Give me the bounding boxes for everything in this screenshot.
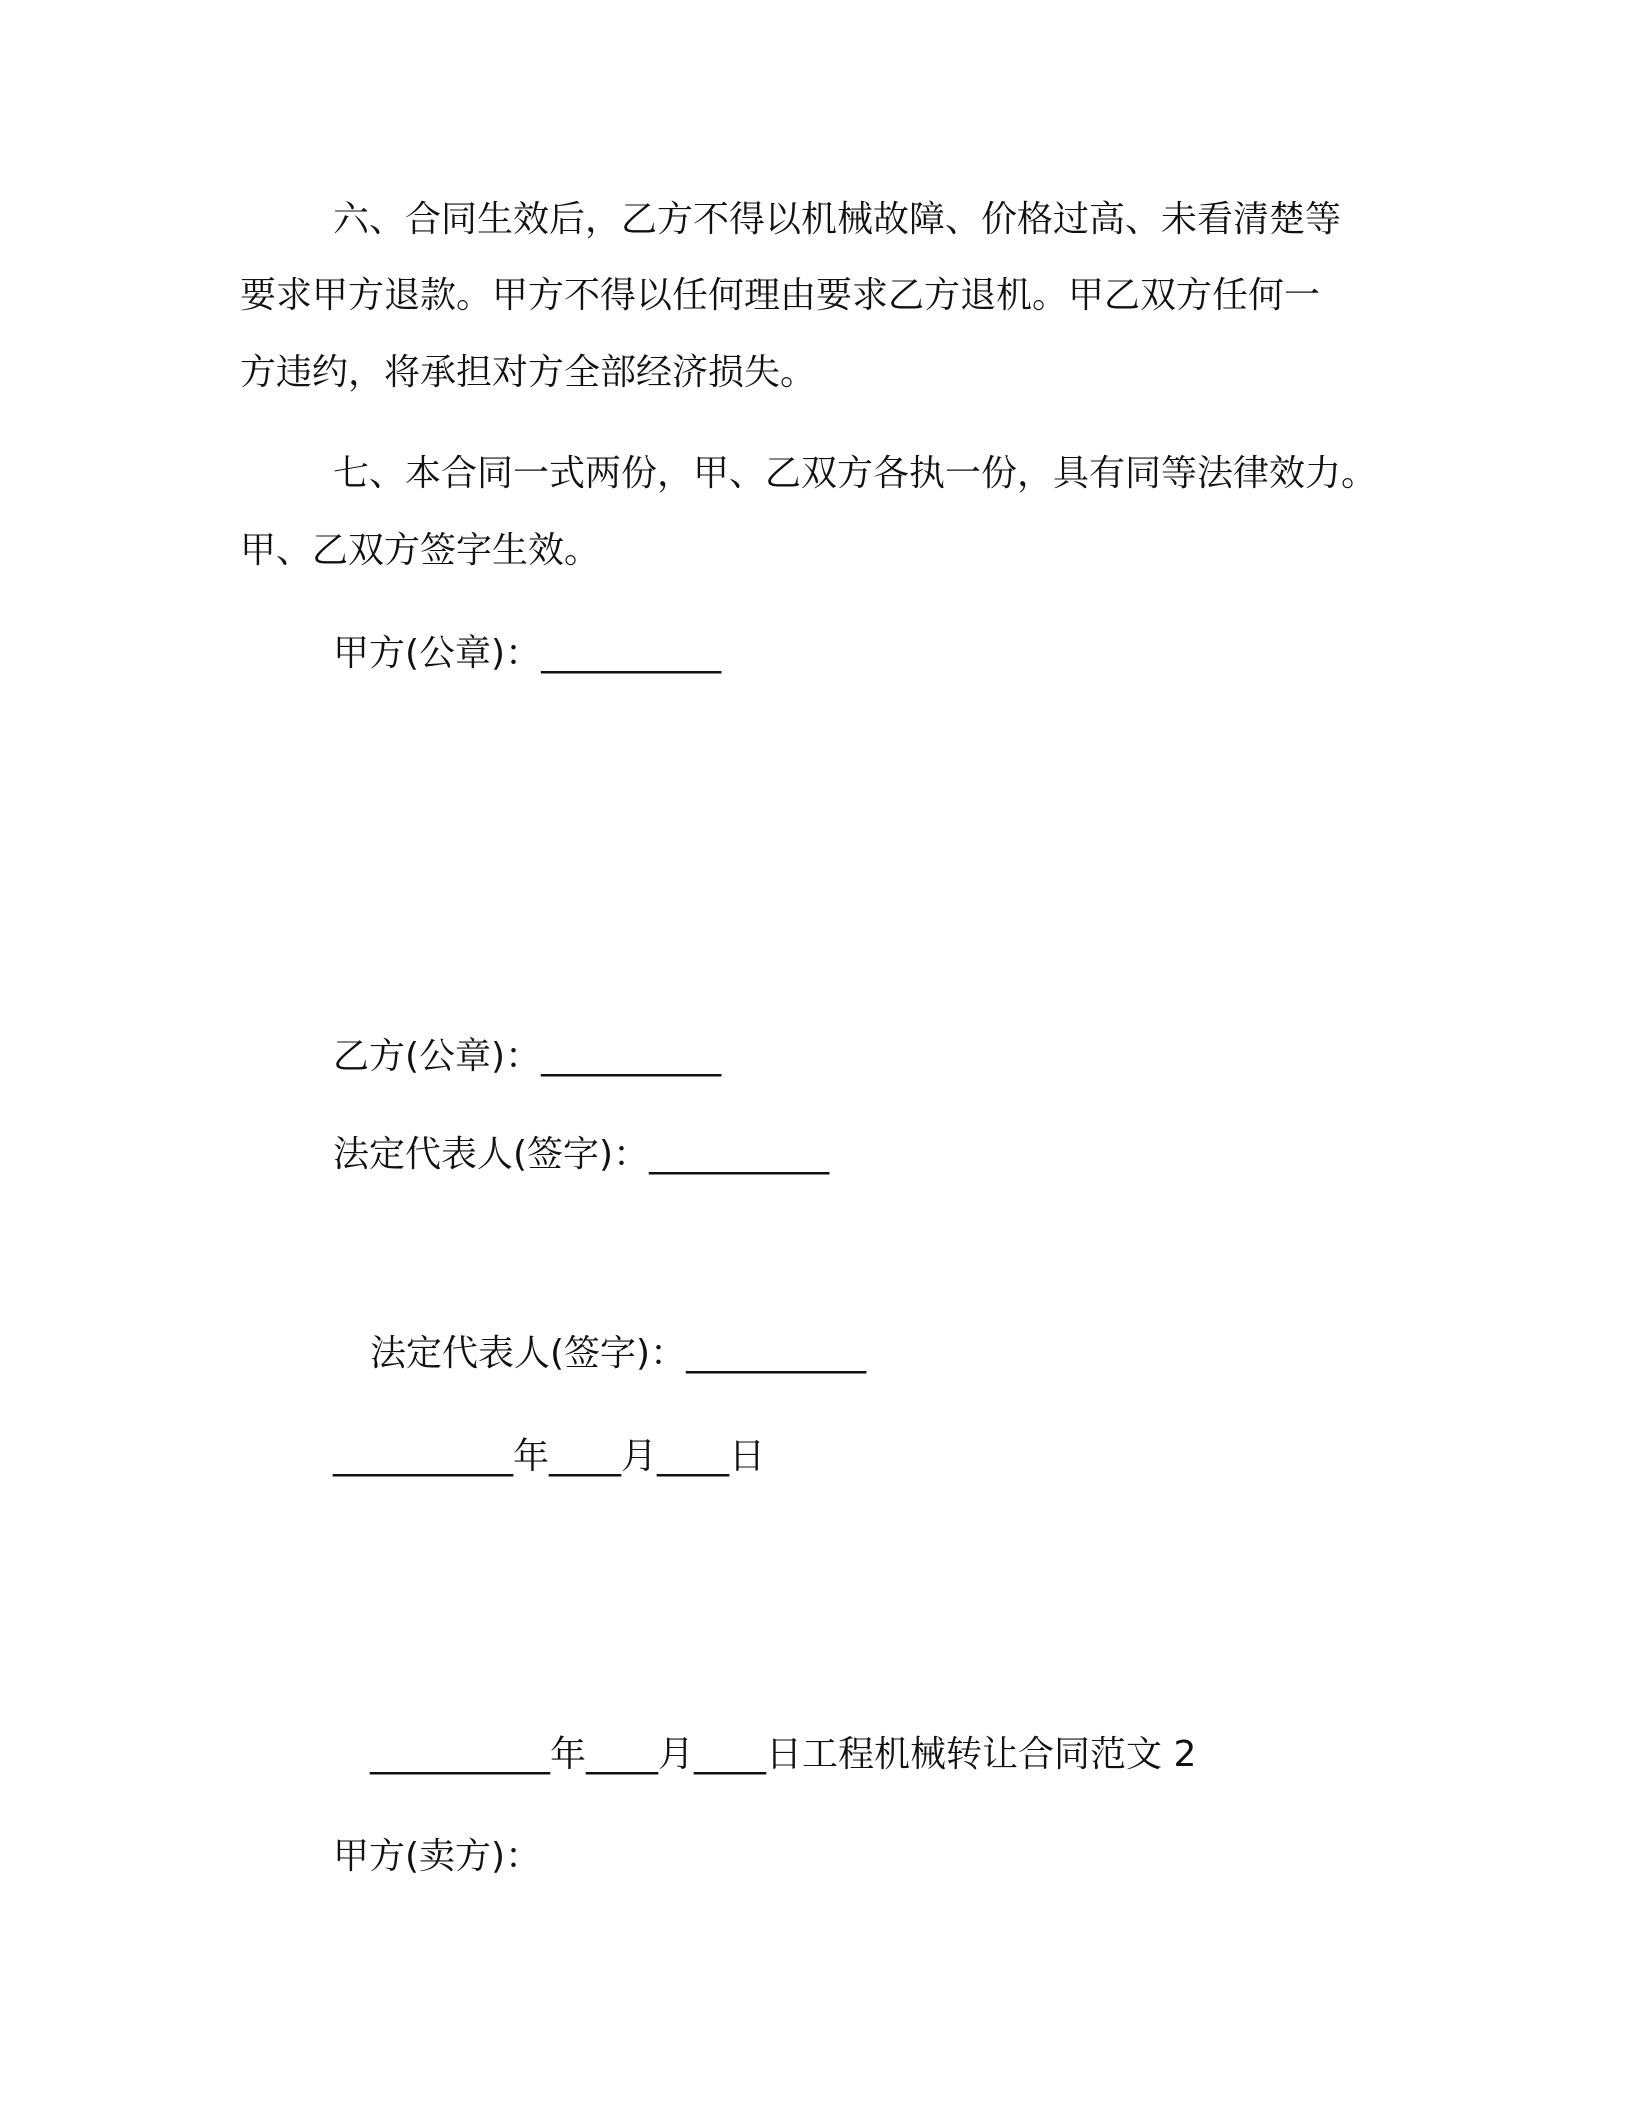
party-b-seal-line: 乙方(公章)：__________ <box>333 1036 722 1077</box>
party-a-seal-line: 甲方(公章)：__________ <box>333 633 722 674</box>
clause-6-line-2: 要求甲方退款。甲方不得以任何理由要求乙方退机。甲乙双方任何一 <box>240 275 1321 316</box>
legal-rep-signature-line-1: 法定代表人(签字)：__________ <box>333 1134 830 1175</box>
clause-6-line-3: 方违约，将承担对方全部经济损失。 <box>240 352 817 393</box>
clause-6-line-1: 六、合同生效后，乙方不得以机械故障、价格过高、未看清楚等 <box>333 199 1342 240</box>
party-a-seller-line: 甲方(卖方)： <box>333 1836 542 1877</box>
legal-rep-signature-line-2: 法定代表人(签字)：__________ <box>370 1333 867 1374</box>
date-line: __________年____月____日 <box>333 1436 765 1477</box>
clause-7-line-2: 甲、乙双方签字生效。 <box>240 530 601 571</box>
next-contract-title: __________年____月____日工程机械转让合同范文 2 <box>370 1734 1197 1775</box>
clause-7-line-1: 七、本合同一式两份，甲、乙双方各执一份，具有同等法律效力。 <box>333 453 1378 494</box>
